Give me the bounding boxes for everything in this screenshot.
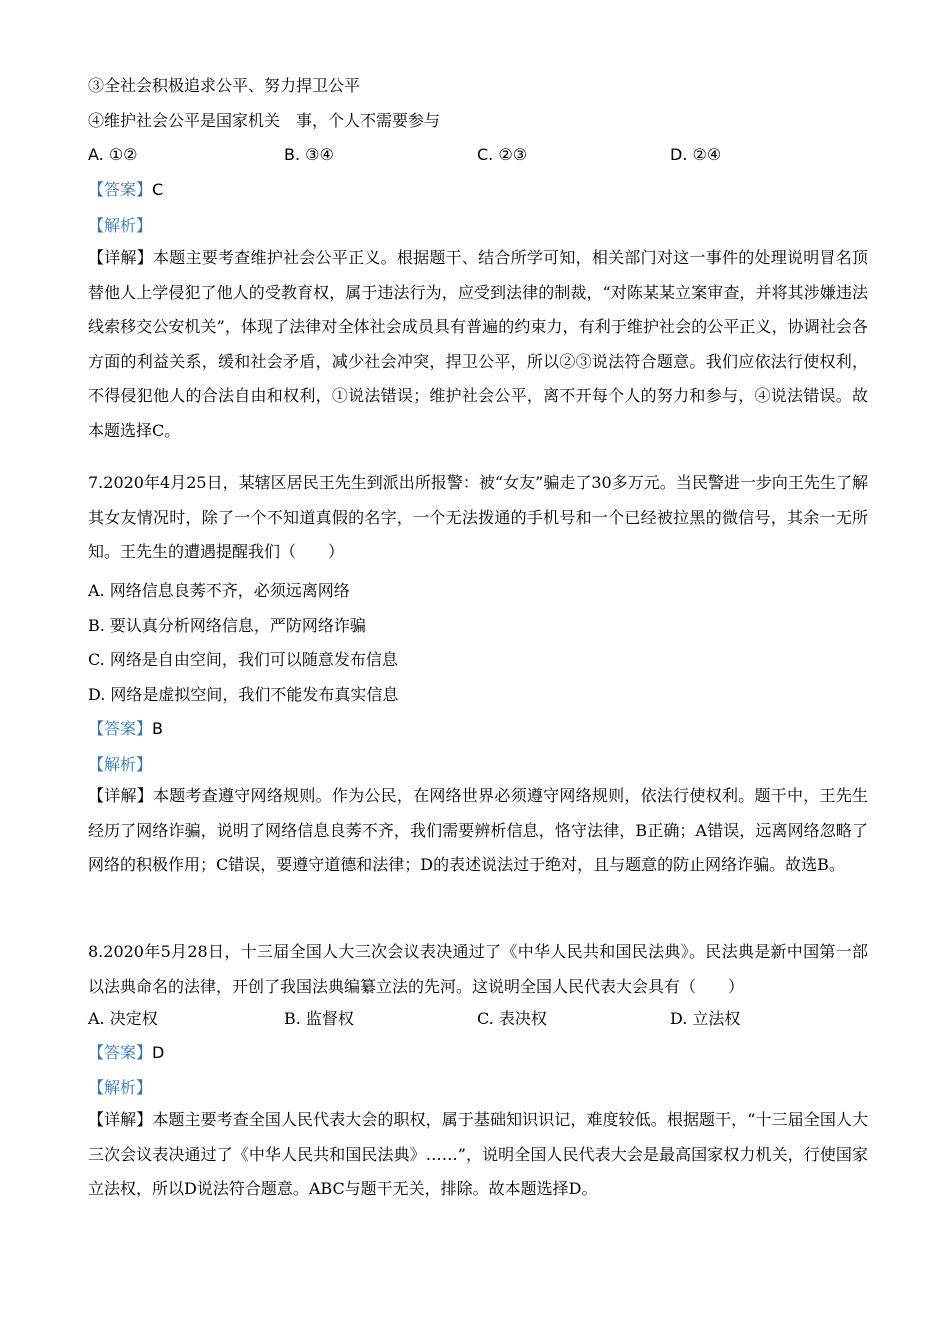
q8-option-d: D. 立法权 bbox=[670, 1009, 741, 1028]
q6-analysis-tag: 【解析】 bbox=[88, 216, 153, 235]
q6-statement-4: ④维护社会公平是国家机关 事，个人不需要参与 bbox=[88, 111, 441, 130]
q6-detail-tag: 【详解】 bbox=[88, 248, 154, 267]
q8-stem: 8.2020年5月28日，十三届全国人大三次会议表决通过了《中华人民共和国民法典》。民法典是新中国第一部以法典命名的法律，开创了我国法典编纂立法的先河。这说明全国人民代表大会具有（ ） bbox=[88, 942, 868, 996]
q7-option-b: B. 要认真分析网络信息，严防网络诈骗 bbox=[88, 616, 366, 635]
q6-option-a: A. ①② bbox=[88, 145, 138, 164]
q6-detail-text: 本题主要考查维护社会公平正义。根据题干、结合所学可知，相关部门对这一事件的处理说明冒名顶替他人上学侵犯了他人的受教育权，属于违法行为，应受到法律的制裁，“对陈某某立案审查，并将其涉嫌违法线索移交公安机关”，体现了法律对全体社会成员具有普遍的约束力，有利于维护社会的公平正义，协调社会各方面的利益关系，缓和社会矛盾，减少社会冲突，捍卫公平，所以②③说法符合题意。我们应依法行使权利，不得侵犯他人的合法自由和权利，①说法错误；维护社会公平，离不开每个人的努力和参与，④说法错误。故本题选择C。 bbox=[88, 248, 868, 440]
q7-analysis-tag: 【解析】 bbox=[88, 755, 153, 774]
q6-detail bbox=[88, 241, 868, 448]
q8-answer-tag: 【答案】 bbox=[88, 1043, 153, 1062]
q7-stem: 7.2020年4月25日，某辖区居民王先生到派出所报警：被“女友”骗走了30多万元。当民警进一步向王先生了解其女友情况时，除了一个不知道真假的名字，一个无法拨通的手机号和一个已经被拉黑的微信号，其余一无所知。王先生的遭遇提醒我们（ ） bbox=[88, 473, 868, 561]
q7-option-c: C. 网络是自由空间，我们可以随意发布信息 bbox=[88, 650, 398, 669]
q7-option-d: D. 网络是虚拟空间，我们不能发布真实信息 bbox=[88, 685, 399, 704]
q8-answer-line bbox=[88, 1042, 164, 1064]
q6-option-c: C. ②③ bbox=[477, 145, 528, 164]
q8-detail-tag: 【详解】 bbox=[88, 1110, 153, 1129]
q6-answer-tag: 【答案】 bbox=[88, 180, 153, 199]
q6-answer-line bbox=[88, 179, 163, 201]
q6-answer: C bbox=[152, 180, 164, 199]
q7-answer-line bbox=[88, 718, 163, 740]
q8-option-b: B. 监督权 bbox=[284, 1009, 354, 1028]
q8-option-a: A. 决定权 bbox=[88, 1009, 158, 1028]
q6-option-b: B. ③④ bbox=[284, 145, 334, 164]
q6-statement-3: ③全社会积极追求公平、努力捍卫公平 bbox=[88, 76, 361, 95]
q6-option-d: D. ②④ bbox=[670, 145, 722, 164]
q8-detail-text: 本题主要考查全国人民代表大会的职权，属于基础知识识记，难度较低。根据题干，“十三届全国人大三次会议表决通过了《中华人民共和国民法典》……”，说明全国人民代表大会是最高国家权力机关，行使国家立法权，所以D说法符合题意。ABC与题干无关，排除。故本题选择D。 bbox=[88, 1110, 868, 1198]
q7-detail-text: 本题考查遵守网络规则。作为公民，在网络世界必须遵守网络规则，依法行使权利。题干中，王先生经历了网络诈骗，说明了网络信息良莠不齐，我们需要辨析信息，恪守法律，B正确；A错误，远离网络忽略了网络的积极作用；C错误，要遵守道德和法律；D的表述说法过于绝对，且与题意的防止网络诈骗。故选B。 bbox=[88, 786, 868, 874]
q7-option-a: A. 网络信息良莠不齐，必须远离网络 bbox=[88, 581, 350, 600]
q7-detail bbox=[88, 779, 868, 883]
q7-answer: B bbox=[152, 719, 163, 738]
q7-detail-tag: 【详解】 bbox=[88, 786, 154, 805]
q7-answer-tag: 【答案】 bbox=[88, 719, 153, 738]
q8-detail bbox=[88, 1103, 868, 1207]
q8-analysis-tag: 【解析】 bbox=[88, 1078, 153, 1097]
q8-option-c: C. 表决权 bbox=[477, 1009, 547, 1028]
q8-answer: D bbox=[152, 1043, 165, 1062]
